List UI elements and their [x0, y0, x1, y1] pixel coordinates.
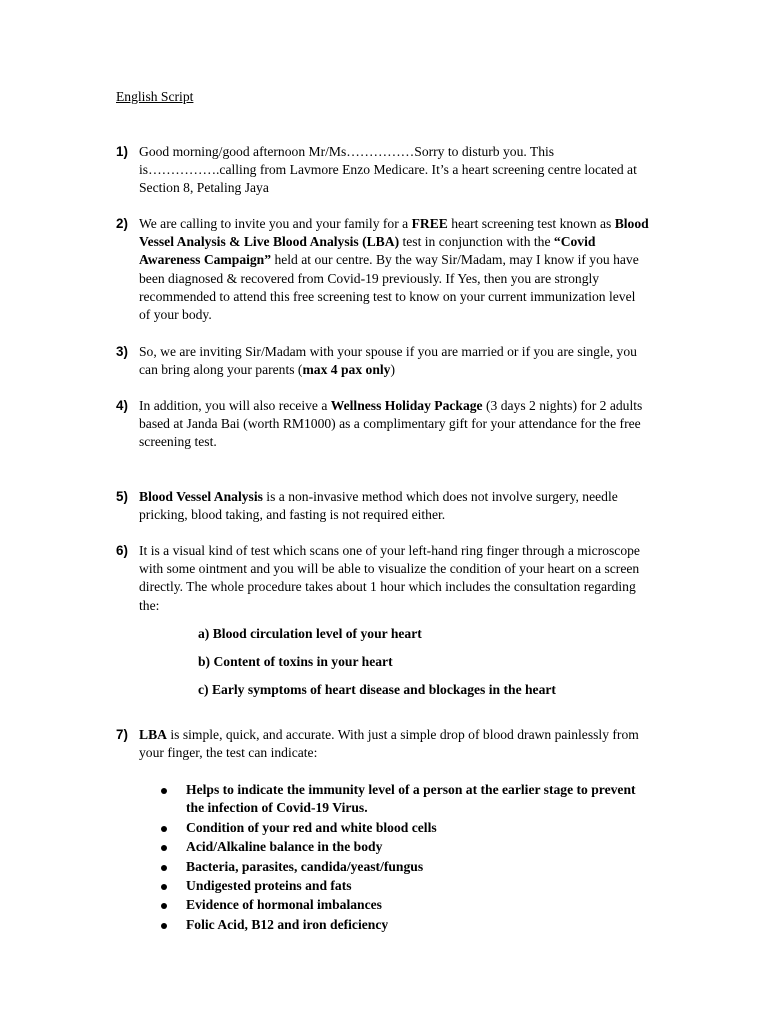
list-item: [161, 896, 651, 914]
item-text-run: So, we are inviting Sir/Madam with your spouse if you are married or if you are single, you can bring along your parents (: [139, 344, 637, 378]
consultation-sub-item: a) Blood circulation level of your heart: [198, 626, 422, 641]
item-text-run: (3 days 2 nights) for 2 adults based at Janda Bai (worth RM1000) as a complimentary gift for your attendance for the free screening test.: [139, 398, 643, 450]
bullet-icon: [161, 788, 167, 794]
item-text-run: held at our centre. By the way Sir/Madam, may I know if you have been diagnosed & recovered from Covid-19 previously. If Yes, then you are strongly recommended to attend this free screening test to know on your current immunization level of your body.: [139, 252, 639, 323]
item-number: 3): [116, 344, 128, 359]
item-text: [139, 397, 649, 452]
list-item: [161, 819, 651, 837]
item-text-bold-run: LBA: [139, 727, 167, 742]
lba-indication-list: [161, 781, 651, 935]
list-item-text: Evidence of hormonal imbalances: [186, 897, 382, 913]
item-text: [139, 215, 649, 324]
bullet-icon: [161, 923, 167, 929]
list-item-text: Undigested proteins and fats: [186, 878, 352, 894]
item-number: 7): [116, 727, 128, 742]
item-text-run: ): [390, 362, 395, 378]
consultation-sub-item: b) Content of toxins in your heart: [198, 654, 393, 669]
list-item-text: Helps to indicate the immunity level of a person at the earlier stage to prevent the infection of Covid-19 Virus.: [186, 782, 636, 816]
item-text-run: Good morning/good afternoon Mr/Ms……………Sorry to disturb you. This is…………….calling from Lavmore Enzo Medicare. It’s a heart screening centre located at Section 8, Petaling Jaya: [139, 144, 637, 196]
item-number: 5): [116, 489, 128, 504]
bullet-icon: [161, 826, 167, 832]
list-item: [161, 916, 651, 934]
item-text-run: is a non-invasive method which does not involve surgery, needle pricking, blood taking, and fasting is not required either.: [139, 489, 618, 523]
list-item-text: Bacteria, parasites, candida/yeast/fungus: [186, 858, 424, 874]
list-item: [161, 877, 651, 895]
item-text: [139, 143, 649, 198]
list-item-text: Folic Acid, B12 and iron deficiency: [186, 916, 389, 932]
item-text-bold-run: Wellness Holiday Package: [330, 398, 483, 413]
item-text-run: We are calling to invite you and your family for a: [139, 216, 412, 231]
document-title: English Script: [116, 89, 194, 104]
item-text-bold-run: “Covid Awareness Campaign”: [139, 234, 596, 268]
item-text-bold-run: FREE: [411, 216, 448, 231]
list-item: [161, 838, 651, 856]
item-text: [139, 488, 649, 524]
bullet-icon: [161, 865, 167, 871]
item-text-run: is simple, quick, and accurate. With just a simple drop of blood drawn painlessly from your finger, the test can indicate:: [139, 727, 639, 761]
item-number: 4): [116, 398, 128, 413]
item-number: 1): [116, 144, 128, 159]
item-number: 6): [116, 543, 128, 558]
item-number: 2): [116, 216, 128, 231]
item-text-bold-run: Blood Vessel Analysis: [139, 489, 263, 504]
item-text-bold-run: max 4 pax only: [302, 362, 391, 378]
bullet-icon: [161, 845, 167, 851]
item-text-run: In addition, you will also receive a: [139, 398, 331, 413]
list-item-text: Condition of your red and white blood cells: [186, 819, 437, 835]
list-item-text: Acid/Alkaline balance in the body: [186, 839, 383, 855]
item-text: [139, 542, 649, 615]
item-text-run: heart screening test known as: [447, 216, 615, 231]
item-text-bold-run: Blood Vessel Analysis & Live Blood Analysis (LBA): [139, 216, 649, 250]
item-text-run: test in conjunction with the: [399, 234, 554, 250]
consultation-sub-item: c) Early symptoms of heart disease and blockages in the heart: [198, 682, 556, 697]
item-text: [139, 343, 649, 379]
list-item: [161, 781, 651, 818]
list-item: [161, 858, 651, 876]
item-text-run: It is a visual kind of test which scans one of your left-hand ring finger through a microscope with some ointment and you will be able to visualize the condition of your heart on a screen directly. The whole procedure takes about 1 hour which includes the consultation regarding the:: [139, 543, 640, 613]
item-text: [139, 726, 649, 762]
bullet-icon: [161, 884, 167, 890]
bullet-icon: [161, 903, 167, 909]
